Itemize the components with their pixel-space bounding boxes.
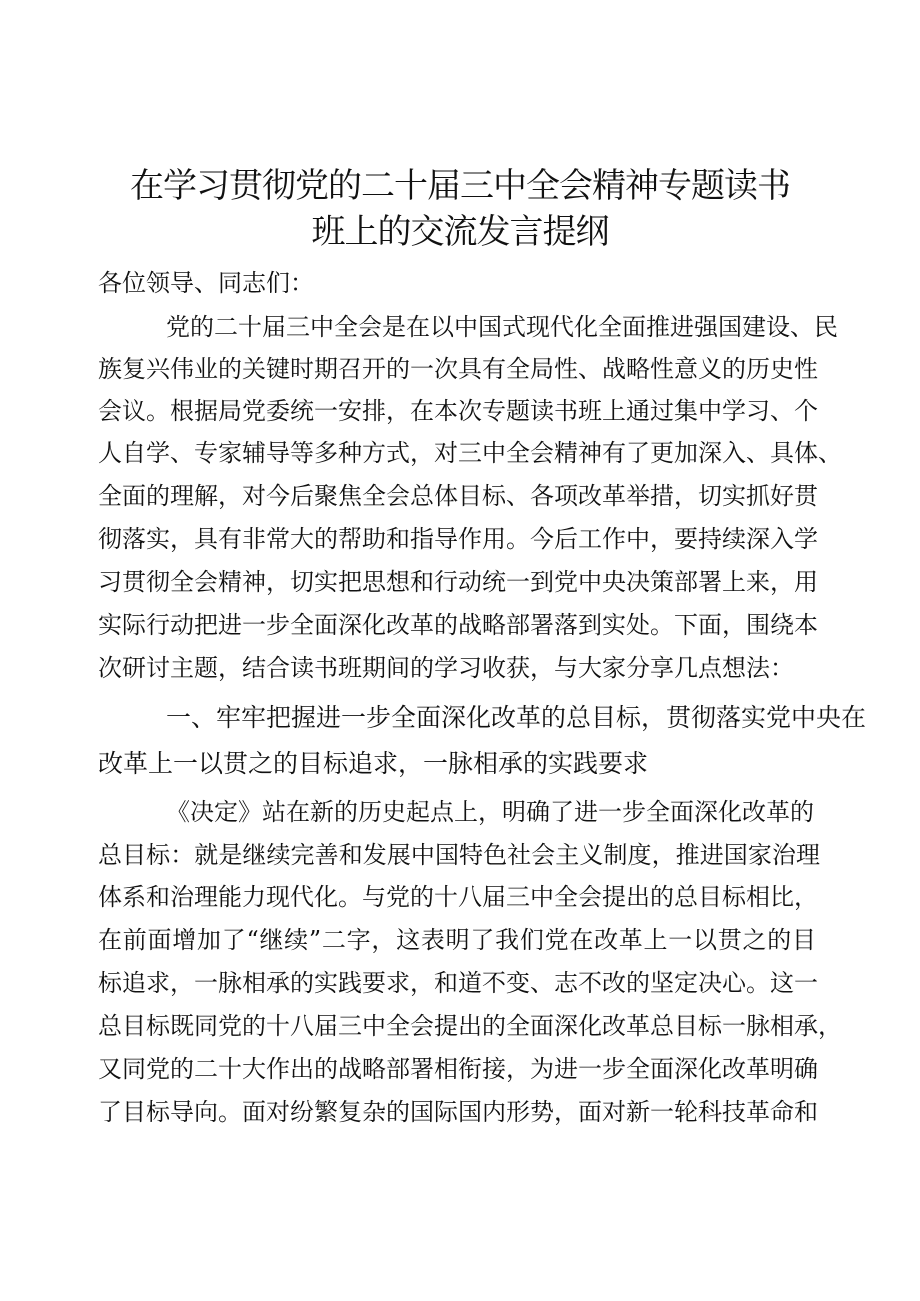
section-1-heading-line bbox=[0, 702, 920, 734]
section-1-heading-text: 一、牢牢把握进一步全面深化改革的总目标，贯彻落实党中央在 bbox=[166, 703, 867, 732]
paragraph-2-line bbox=[0, 925, 920, 955]
paragraph-2-text: 体系和治理能力现代化。与党的十八届三中全会提出的总目标相比， bbox=[98, 883, 818, 911]
paragraph-1-line bbox=[0, 312, 920, 342]
paragraph-2-line bbox=[0, 797, 920, 827]
section-1-heading-line bbox=[0, 748, 920, 780]
paragraph-1-text: 彻落实，具有非常大的帮助和指导作用。今后工作中，要持续深入学 bbox=[98, 525, 818, 553]
paragraph-1-line bbox=[0, 567, 920, 597]
paragraph-1-line bbox=[0, 610, 920, 640]
paragraph-2-text: 又同党的二十大作出的战略部署相衔接，为进一步全面深化改革明确 bbox=[98, 1055, 818, 1083]
paragraph-2-text: 了目标导向。面对纷繁复杂的国际国内形势，面对新一轮科技革命和 bbox=[98, 1098, 818, 1126]
paragraph-2-line bbox=[0, 968, 920, 998]
paragraph-2-line bbox=[0, 840, 920, 870]
section-1-heading-text: 改革上一以贯之的目标追求，一脉相承的实践要求 bbox=[98, 749, 649, 778]
salutation-text: 各位领导、同志们： bbox=[98, 269, 314, 297]
paragraph-2-line bbox=[0, 1097, 920, 1127]
paragraph-1-text: 全面的理解，对今后聚焦全会总体目标、各项改革举措，切实抓好贯 bbox=[98, 482, 818, 510]
paragraph-2-line bbox=[0, 882, 920, 912]
paragraph-1-text: 族复兴伟业的关键时期召开的一次具有全局性、战略性意义的历史性 bbox=[98, 355, 818, 383]
document-title-line-2: 班上的交流发言提纲 bbox=[311, 212, 609, 252]
paragraph-2-text: 总目标既同党的十八届三中全会提出的全面深化改革总目标一脉相承， bbox=[98, 1012, 842, 1040]
paragraph-2-text: 标追求，一脉相承的实践要求，和道不变、志不改的坚定决心。这一 bbox=[98, 969, 818, 997]
paragraph-1-text: 实际行动把进一步全面深化改革的战略部署落到实处。下面，围绕本 bbox=[98, 611, 818, 639]
paragraph-2-line bbox=[0, 1011, 920, 1041]
paragraph-1-line bbox=[0, 653, 920, 683]
paragraph-1-text: 人自学、专家辅导等多种方式，对三中全会精神有了更加深入、具体、 bbox=[98, 439, 842, 467]
paragraph-1-line bbox=[0, 524, 920, 554]
salutation bbox=[0, 268, 920, 298]
document-title-line-1: 在学习贯彻党的二十届三中全会精神专题读书 bbox=[130, 166, 790, 206]
paragraph-2-text: 《决定》站在新的历史起点上，明确了进一步全面深化改革的 bbox=[166, 798, 814, 826]
paragraph-1-text: 党的二十届三中全会是在以中国式现代化全面推进强国建设、民 bbox=[166, 313, 838, 341]
paragraph-2-line bbox=[0, 1054, 920, 1084]
paragraph-1-text: 次研讨主题，结合读书班期间的学习收获，与大家分享几点想法： bbox=[98, 654, 794, 682]
paragraph-2-text: 总目标：就是继续完善和发展中国特色社会主义制度，推进国家治理 bbox=[98, 841, 820, 869]
paragraph-1-line bbox=[0, 438, 920, 468]
paragraph-1-text: 习贯彻全会精神，切实把思想和行动统一到党中央决策部署上来，用 bbox=[98, 568, 818, 596]
paragraph-1-line bbox=[0, 481, 920, 511]
paragraph-1-text: 会议。根据局党委统一安排，在本次专题读书班上通过集中学习、个 bbox=[98, 397, 818, 425]
paragraph-1-line bbox=[0, 354, 920, 384]
paragraph-1-line bbox=[0, 396, 920, 426]
paragraph-2-text: 在前面增加了“继续”二字，这表明了我们党在改革上一以贯之的目 bbox=[98, 926, 816, 954]
